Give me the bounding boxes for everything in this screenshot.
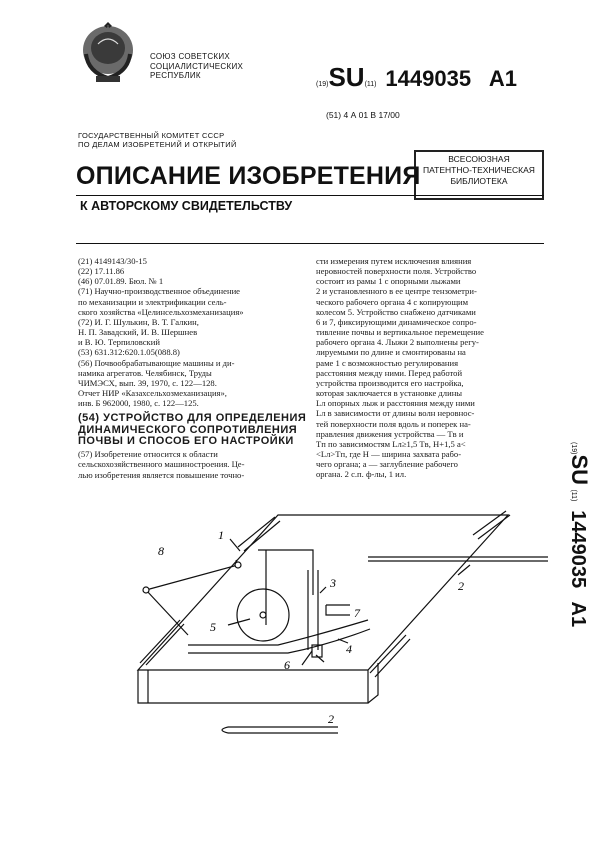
label-7: 7 (354, 606, 360, 620)
code-19: (19) (316, 81, 329, 88)
code-11: (11) (364, 81, 377, 88)
document-title: ОПИСАНИЕ ИЗОБРЕТЕНИЯ (76, 162, 421, 190)
bibliographic-data: (21) 4149143/30-15 (22) 17.11.86 (46) 07.01.89. Бюл. № 1 (71) Научно-производственное объединение по механизации и электрификации сель- ского хозяйства «Целинсельхозмеханизация» (72) И. Г. Шулькин, В. Т. Галкин, Н. П. Завадский, И. В. Шершнев и В. Ю. Терпиловский (53) 631.312:620.1.05(088.8) (56) Почвообрабатывающие машины и ди- намика агрегатов. Челябинск, Труды ЧИМЭСХ, вып. 39, 1970, с. 122—128. Отчет НИР «Казахсельхозмеханизация», инв. Б 962000, 1980, с. 122—125. (54) УСТРОЙСТВО ДЛЯ ОПРЕДЕЛЕНИЯ ДИНАМИЧЕСКОГО СОПРОТИВЛЕНИЯ ПОЧВЫ И СПОСОБ ЕГО НАСТРОЙКИ (57) Изобретение относится к области сельскохозяйственного машиностроения. Це- лью изобретения является повышение точно- (78, 256, 307, 480)
invention-title: (54) УСТРОЙСТВО ДЛЯ ОПРЕДЕЛЕНИЯ ДИНАМИЧЕСКОГО СОПРОТИВЛЕНИЯ ПОЧВЫ И СПОСОБ ЕГО НАСТРОЙКИ (78, 412, 307, 447)
label-3: 3 (330, 576, 336, 590)
vertical-patent-number: (19)SU (11) 1449035 A1 (567, 442, 592, 628)
ipc-classification: (51) 4 А 01 В 17/00 (326, 110, 400, 120)
label-1: 1 (218, 528, 224, 542)
kind-code: A1 (488, 66, 517, 91)
state-emblem (78, 20, 138, 84)
divider (76, 195, 544, 196)
committee-name: ГОСУДАРСТВЕННЫЙ КОМИТЕТ СССР ПО ДЕЛАМ ИЗОБРЕТЕНИЙ И ОТКРЫТИЙ (78, 131, 237, 149)
union-name: СОЮЗ СОВЕТСКИХ СОЦИАЛИСТИЧЕСКИХ РЕСПУБЛИК (150, 52, 244, 80)
document-subtitle: К АВТОРСКОМУ СВИДЕТЕЛЬСТВУ (80, 199, 293, 213)
patent-identifier (316, 62, 517, 93)
country-code: SU (328, 62, 365, 92)
label-4: 4 (346, 642, 352, 656)
library-stamp: ВСЕСОЮЗНАЯ ПАТЕНТНО-ТЕХНИЧЕСКАЯ БИБЛИОТЕКА (414, 150, 544, 200)
label-8: 8 (158, 544, 164, 558)
abstract-start: (57) Изобретение относится к области сельскохозяйственного машиностроения. Це- лью изобретения является повышение точно- (78, 449, 245, 480)
label-6: 6 (284, 658, 290, 672)
label-5: 5 (210, 620, 216, 634)
patent-drawing (78, 495, 548, 765)
abstract-text: сти измерения путем исключения влияния неровностей поверхности поля. Устройство состоит из рамы 1 с опорными лыжами 2 и установленного в ее центре тензометри- ческого рабочего органа 4 с копирующим колесом 5. Устройство снабжено датчиками 6 и 7, фиксирующими динамическое сопро- тивление почвы и вертикальное перемещение рабочего органа 4. Лыжи 2 выполнены регу- лируемыми по длине и смонтированы на раме 1 с возможностью регулирования расстояния между ними. Перед работой устройства производится его настройка, которая заключается в установке длины Lл опорных лыж и расстояния между ними Lл в зависимости от длины волн неровнос- тей поверхности поля вдоль и поперек на- правления движения устройства — Tв и Tп по зависимостям Lл≥1,5 Tв, H+1,5 а< <Lл>Tп, где H — ширина захвата рабо- чего органа; а — заглубление рабочего органа. 2 с.п. ф-лы, 1 ил. (316, 256, 484, 480)
label-2-bottom: 2 (328, 712, 334, 726)
label-2: 2 (458, 579, 464, 593)
divider (76, 243, 544, 244)
patent-number: 1449035 (385, 66, 472, 91)
